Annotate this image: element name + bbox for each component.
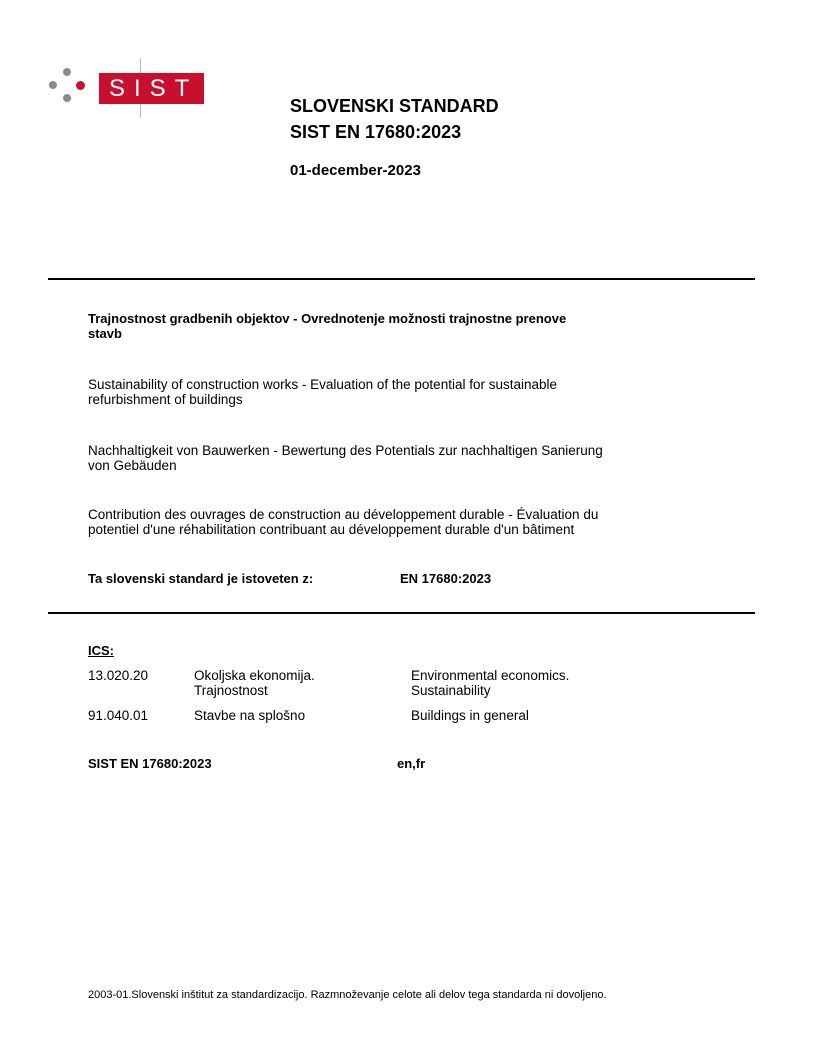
identical-label: Ta slovenski standard je istoveten z: [88, 571, 314, 586]
logo-dot [49, 81, 57, 89]
divider-bottom [48, 612, 755, 614]
title-slovenian-line: stavb [88, 326, 122, 341]
ics-code: 91.040.01 [88, 708, 149, 723]
title-english-line: refurbishment of buildings [88, 392, 243, 407]
reference-languages: en,fr [397, 756, 426, 771]
title-french [88, 507, 598, 537]
divider-top [48, 278, 755, 280]
ics-description-sl [194, 668, 315, 698]
logo-dot-red [76, 81, 85, 90]
publication-date: 01-december-2023 [290, 162, 421, 179]
title-german [88, 443, 603, 473]
ics-description-en: Buildings in general [411, 708, 529, 723]
logo-dot [63, 94, 71, 102]
title-english [88, 377, 557, 407]
title-slovenian [88, 311, 566, 341]
title-german-line: Nachhaltigkeit von Bauwerken - Bewertung des Potentials zur nachhaltigen Sanierung [88, 443, 603, 458]
copyright-notice: 2003-01.Slovenski inštitut za standardizacijo. Razmnoževanje celote ali delov tega standarda ni dovoljeno. [88, 989, 607, 1001]
ics-code: 13.020.20 [88, 668, 149, 683]
title-german-line: von Gebäuden [88, 458, 177, 473]
ics-description-sl-line: Okoljska ekonomija. [194, 668, 315, 683]
ics-description-sl-line: Trajnostnost [194, 683, 268, 698]
ics-description-sl: Stavbe na splošno [194, 708, 306, 723]
reference-code: SIST EN 17680:2023 [88, 756, 212, 771]
identical-value: EN 17680:2023 [400, 571, 492, 586]
title-french-line: potentiel d'une réhabilitation contribuant au développement durable d'un bâtiment [88, 522, 575, 537]
standard-type: SLOVENSKI STANDARD [290, 96, 499, 116]
ics-heading: ICS: [88, 643, 114, 658]
title-slovenian-line: Trajnostnost gradbenih objektov - Ovrednotenje možnosti trajnostne prenove [88, 311, 567, 326]
title-french-line: Contribution des ouvrages de construction au développement durable - Évaluation du [88, 507, 599, 522]
logo-dot [63, 68, 71, 76]
logo-dots [44, 62, 96, 114]
standard-number: SIST EN 17680:2023 [290, 122, 462, 142]
title-english-line: Sustainability of construction works - Evaluation of the potential for sustainable [88, 377, 558, 392]
ics-description-en [411, 668, 569, 698]
logo-wordmark: SIST [99, 73, 204, 104]
ics-description-en-line: Environmental economics. [411, 668, 570, 683]
ics-description-en-line: Sustainability [411, 683, 491, 698]
